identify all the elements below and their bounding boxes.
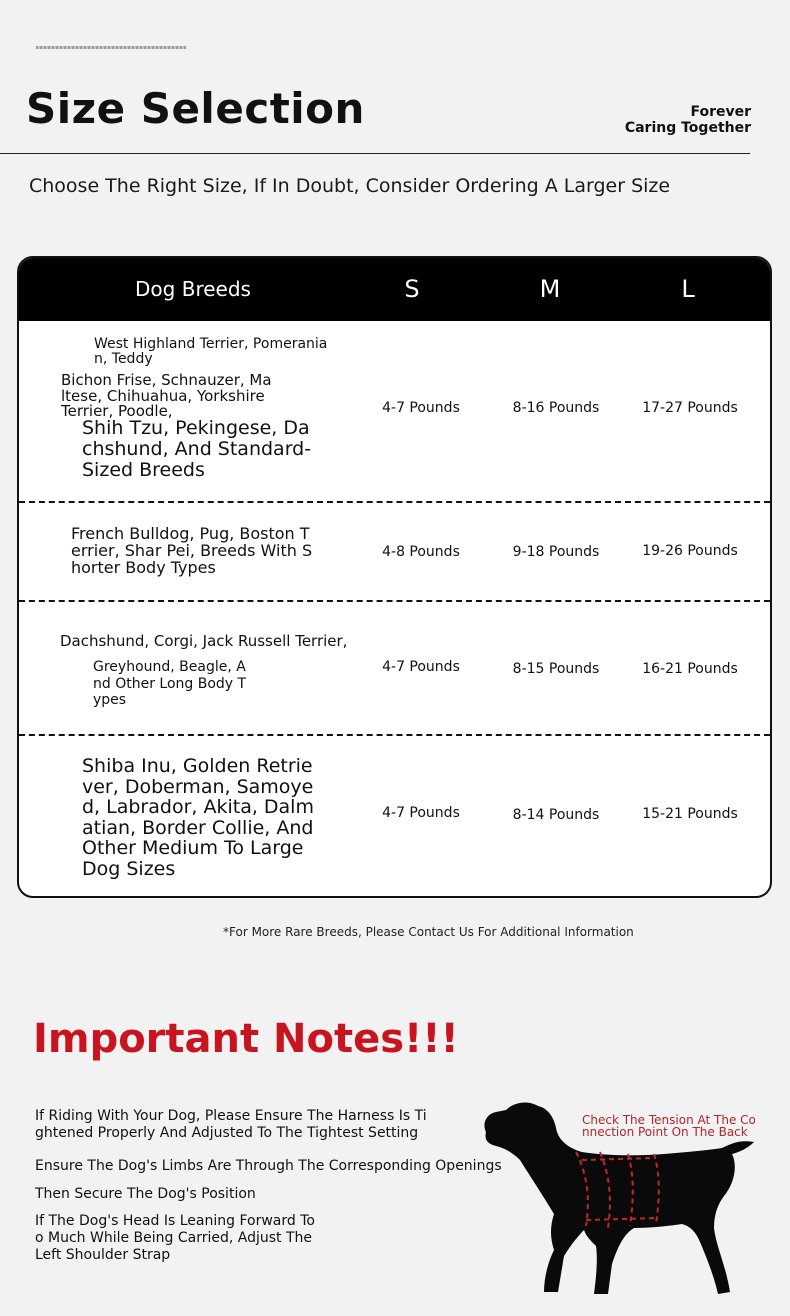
- note-item: Ensure The Dog's Limbs Are Through The Corresponding Openings: [35, 1158, 502, 1174]
- breed-text: Greyhound, Beagle, A nd Other Long Body T ypes: [93, 659, 247, 708]
- brand-tagline: [625, 104, 751, 136]
- page-subtitle: Choose The Right Size, If In Doubt, Consider Ordering A Larger Size: [29, 175, 671, 197]
- column-header-l: L: [681, 275, 695, 303]
- column-header-s: S: [404, 275, 420, 303]
- size-m-value: 9-18 Pounds: [512, 544, 600, 560]
- breed-text: French Bulldog, Pug, Boston T errier, Shar Pei, Breeds With S horter Body Types: [71, 524, 313, 577]
- size-s-value: 4-7 Pounds: [382, 659, 460, 675]
- dog-image-label: Check The Tension At The Co nnection Point On The Back: [582, 1113, 756, 1139]
- breed-text: Bichon Frise, Schnauzer, Ma ltese, Chihuahua, Yorkshire Terrier, Poodle,: [61, 371, 272, 420]
- tagline-line-1: Forever: [690, 104, 751, 120]
- decorative-line: [36, 46, 186, 49]
- size-table: [17, 256, 772, 898]
- breed-text: Dachshund, Corgi, Jack Russell Terrier,: [60, 632, 348, 650]
- header-divider: [0, 153, 750, 154]
- page-title: Size Selection: [26, 84, 365, 133]
- note-item: If The Dog's Head Is Leaning Forward To o Much While Being Carried, Adjust The Left Shoulder Strap: [35, 1213, 315, 1263]
- size-m-value: 8-15 Pounds: [512, 661, 600, 677]
- breed-text: Shih Tzu, Pekingese, Da chshund, And Standard- Sized Breeds: [82, 417, 312, 481]
- column-header-breeds: Dog Breeds: [135, 277, 251, 301]
- size-s-value: 4-7 Pounds: [382, 400, 460, 416]
- note-item: If Riding With Your Dog, Please Ensure The Harness Is Ti ghtened Properly And Adjusted To The Tightest Setting: [35, 1108, 427, 1141]
- tagline-line-2: Caring Together: [624, 120, 751, 136]
- notes-title: Important Notes!!!: [33, 1016, 459, 1062]
- breed-text: West Highland Terrier, Pomerania n, Teddy: [94, 336, 328, 367]
- note-item: Then Secure The Dog's Position: [35, 1186, 256, 1202]
- size-l-value: 17-27 Pounds: [642, 400, 738, 416]
- row-divider: [19, 600, 770, 602]
- size-l-value: 19-26 Pounds: [642, 543, 738, 559]
- size-s-value: 4-7 Pounds: [382, 805, 460, 821]
- size-s-value: 4-8 Pounds: [382, 544, 460, 560]
- row-divider: [19, 734, 770, 736]
- table-header: [19, 258, 770, 321]
- column-header-m: M: [539, 275, 561, 303]
- size-m-value: 8-14 Pounds: [512, 807, 600, 823]
- size-l-value: 16-21 Pounds: [642, 661, 738, 677]
- size-l-value: 15-21 Pounds: [642, 806, 738, 822]
- footnote: *For More Rare Breeds, Please Contact Us For Additional Information: [223, 925, 634, 939]
- size-m-value: 8-16 Pounds: [512, 400, 600, 416]
- row-divider: [19, 501, 770, 503]
- breed-text: Shiba Inu, Golden Retrie ver, Doberman, Samoye d, Labrador, Akita, Dalm atian, Border Collie, And Other Medium To Large Dog Sizes: [82, 755, 314, 880]
